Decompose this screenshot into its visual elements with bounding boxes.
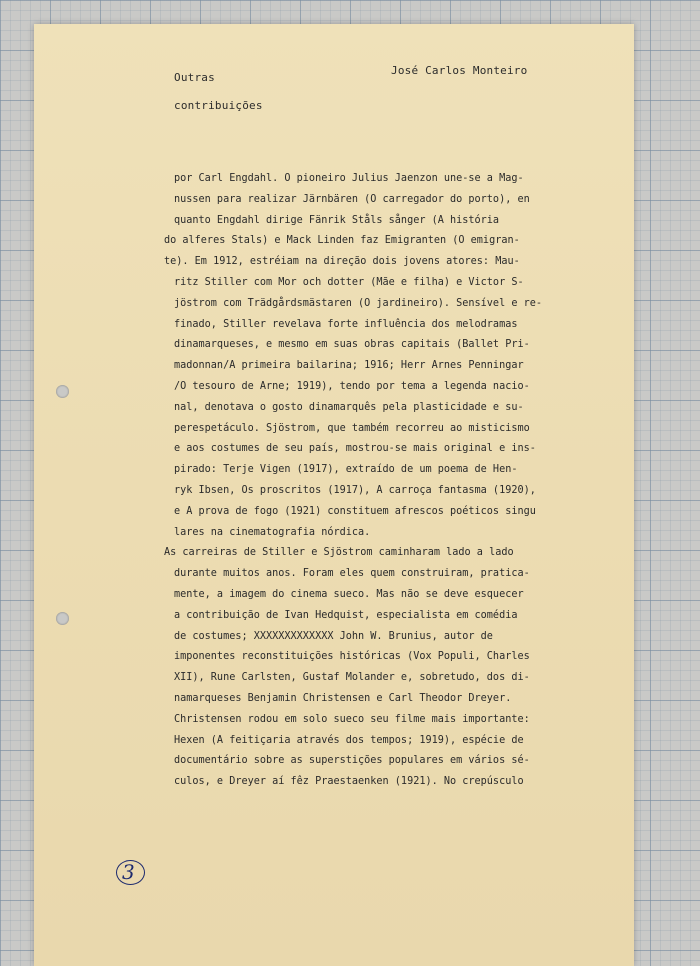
text-line: e aos costumes de seu país, mostrou-se mais original e ins-	[174, 443, 536, 455]
handwritten-page-number: 3	[122, 860, 135, 884]
text-line: mente, a imagem do cinema sueco. Mas não se deve esquecer	[174, 588, 524, 600]
text-line: As carreiras de Stiller e Sjöstrom caminharam lado a lado	[164, 547, 514, 559]
text-line: XII), Rune Carlsten, Gustaf Molander e, sobretudo, dos di-	[174, 672, 530, 684]
text-line: finado, Stiller revelava forte influência dos melodramas	[174, 318, 518, 330]
text-line: quanto Engdahl dirige Fänrik Ståls sånger (A história	[174, 214, 500, 226]
text-line: /O tesouro de Arne; 1919), tendo por tema a legenda nacio-	[174, 380, 530, 392]
text-line: Christensen rodou em solo sueco seu filme mais importante:	[174, 713, 530, 725]
text-line: lares na cinematografia nórdica.	[174, 526, 371, 538]
text-line: pirado: Terje Vigen (1917), extraído de um poema de Hen-	[174, 464, 518, 476]
text-line: te). Em 1912, estréiam na direção dois jovens atores: Mau-	[164, 256, 520, 268]
punch-hole	[56, 385, 69, 398]
text-line: nussen para realizar Järnbären (O carregador do porto), en	[174, 193, 530, 205]
punch-hole	[56, 612, 69, 625]
text-line: jöstrom com Trädgårdsmästaren (O jardineiro). Sensível e re-	[174, 297, 543, 309]
text-line: namarqueses Benjamin Christensen e Carl Theodor Dreyer.	[174, 692, 512, 704]
section-header	[174, 64, 263, 120]
author-name: José Carlos Monteiro	[391, 64, 528, 77]
text-line: perespetáculo. Sjöstrom, que também recorreu ao misticismo	[174, 422, 530, 434]
text-line: ryk Ibsen, Os proscritos (1917), A carroça fantasma (1920),	[174, 484, 536, 496]
text-line: madonnan/A primeira bailarina; 1916; Herr Arnes Penningar	[174, 360, 524, 372]
text-line: por Carl Engdahl. O pioneiro Julius Jaenzon une-se a Mag-	[174, 173, 524, 184]
text-line: de costumes; XXXXXXXXXXXXX John W. Brunius, autor de	[174, 630, 493, 642]
text-line: do alferes Stals) e Mack Linden faz Emigranten (O emigran-	[164, 235, 520, 247]
section-title-line1: Outras	[174, 71, 215, 84]
text-line: nal, denotava o gosto dinamarquês pela plasticidade e su-	[174, 401, 524, 413]
typed-body-text	[164, 169, 644, 793]
section-title-line2: contribuições	[174, 99, 263, 112]
text-line: culos, e Dreyer aí fêz Praestaenken (1921). No crepúsculo	[174, 776, 524, 788]
document-page	[34, 24, 634, 966]
text-line: imponentes reconstituições históricas (Vox Populi, Charles	[174, 651, 530, 663]
text-line: ritz Stiller com Mor och dotter (Mãe e filha) e Victor S-	[174, 276, 524, 288]
text-line: a contribuição de Ivan Hedquist, especialista em comédia	[174, 609, 518, 621]
text-line: e A prova de fogo (1921) constituem afrescos poéticos singu	[174, 505, 536, 517]
text-line: dinamarqueses, e mesmo em suas obras capitais (Ballet Pri-	[174, 339, 530, 351]
text-line: documentário sobre as superstições populares em vários sé-	[174, 755, 530, 767]
text-line: durante muitos anos. Foram eles quem construiram, pratica-	[174, 568, 530, 580]
text-line: Hexen (A feitiçaria através dos tempos; 1919), espécie de	[174, 734, 524, 746]
